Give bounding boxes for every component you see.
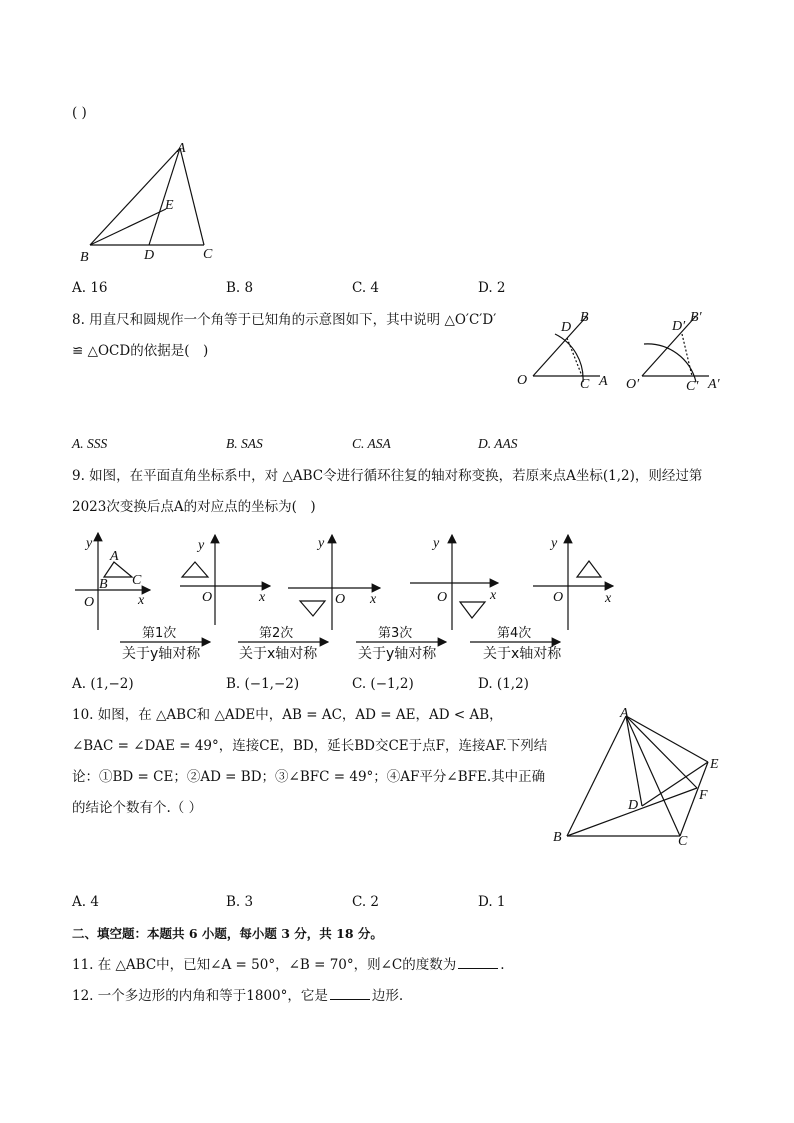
q8-text-line1: 8. 用直尺和圆规作一个角等于已知角的示意图如下，其中说明 △O′C′D′	[72, 312, 497, 328]
q9-text-line2: 2023次变换后点A的对应点的坐标为( )	[72, 499, 316, 515]
q8-label-d: D	[561, 320, 572, 335]
q8-label-a: A	[599, 374, 608, 389]
q9-step3-bottom: 关于y轴对称	[358, 646, 437, 662]
q9-p5-y-label: y	[551, 536, 558, 551]
q10-label-e: E	[710, 757, 719, 772]
q10-option-c: C. 2	[352, 894, 380, 910]
q8-label-o: O	[517, 373, 528, 388]
q9-step1-top: 第1次	[142, 626, 177, 641]
q7-option-a: A. 16	[72, 280, 108, 296]
q11-text-after: .	[500, 957, 505, 973]
q9-p3-origin-label: O	[335, 592, 346, 607]
q8-option-c: C. ASA	[352, 436, 391, 451]
q9-p3-y-label: y	[318, 536, 325, 551]
q7-label-c: C	[203, 247, 213, 262]
q7-option-d: D. 2	[478, 280, 506, 296]
q9-label-a: A	[110, 549, 119, 564]
q10-option-b: B. 3	[226, 894, 254, 910]
q12-text-after: 边形.	[371, 988, 404, 1004]
q9-p1-y-label: y	[86, 536, 93, 551]
q8-option-a: A. SSS	[72, 436, 108, 451]
q12-answer-blank[interactable]	[330, 987, 370, 1000]
q7-option-c: C. 4	[352, 280, 380, 296]
q8-label-o-prime: O′	[626, 377, 640, 392]
q10-label-a: A	[620, 706, 629, 721]
section-heading-fill-in: 二、填空题：本题共 6 小题，每小题 3 分，共 18 分。	[72, 926, 383, 941]
q9-p4-y-label: y	[433, 536, 440, 551]
q9-step4-top: 第4次	[497, 626, 532, 641]
q9-step4-bottom: 关于x轴对称	[483, 646, 562, 662]
q9-step3-top: 第3次	[378, 626, 413, 641]
q11-text-before: 11. 在 △ABC中，已知∠A = 50°，∠B = 70°，则∠C的度数为	[72, 957, 457, 973]
q9-label-c: C	[132, 573, 142, 588]
q9-p1-x-label: x	[138, 593, 145, 608]
q8-label-d-prime: D′	[672, 319, 686, 334]
q9-option-b: B. (−1,−2)	[226, 676, 300, 692]
q8-label-c: C	[580, 377, 590, 392]
q9-option-d: D. (1,2)	[478, 676, 529, 692]
q9-p3-x-label: x	[370, 592, 377, 607]
q12-text	[72, 986, 403, 1006]
q8-label-c-prime: C′	[686, 379, 699, 394]
q10-text-line2: ∠BAC = ∠DAE = 49°，连接CE，BD，延长BD交CE于点F，连接AF.下列结	[72, 738, 548, 754]
q7-label-d: D	[144, 248, 155, 263]
q9-step1-bottom: 关于y轴对称	[122, 646, 201, 662]
q8-text-line2: ≌ △OCD的依据是( )	[72, 343, 209, 359]
q12-text-before: 12. 一个多边形的内角和等于1800°，它是	[72, 988, 328, 1004]
q8-angle-figure-copy	[624, 308, 734, 393]
q8-option-d: D. AAS	[478, 436, 518, 451]
q9-p5-x-label: x	[605, 591, 612, 606]
q10-text-line3: 论：①BD = CE；②AD = BD；③∠BFC = 49°；④AF平分∠BFE.其中正确	[72, 769, 546, 785]
q9-text-line1: 9. 如图，在平面直角坐标系中，对 △ABC令进行循环往复的轴对称变换，若原来点A坐标(1,2)，则经过第	[72, 468, 703, 484]
q9-p5-origin-label: O	[553, 590, 564, 605]
q9-p2-origin-label: O	[202, 590, 213, 605]
q8-angle-figure-original	[515, 308, 625, 393]
q9-option-a: A. (1,−2)	[72, 676, 134, 692]
q7-option-b: B. 8	[226, 280, 254, 296]
q10-label-b: B	[553, 830, 562, 845]
q9-step2-top: 第2次	[259, 626, 294, 641]
q9-p2-x-label: x	[259, 590, 266, 605]
q10-label-c: C	[678, 834, 688, 849]
q9-step2-bottom: 关于x轴对称	[239, 646, 318, 662]
q8-label-b: B	[580, 310, 589, 325]
q9-p4-x-label: x	[490, 588, 497, 603]
q11-answer-blank[interactable]	[458, 956, 498, 969]
q10-option-d: D. 1	[478, 894, 506, 910]
q10-text-line4: 的结论个数有个.（ ）	[72, 800, 203, 816]
q9-label-b: B	[99, 577, 108, 592]
q7-label-b: B	[80, 250, 89, 265]
q7-label-e: E	[165, 198, 174, 213]
q10-label-d: D	[628, 798, 639, 813]
q9-p4-origin-label: O	[437, 590, 448, 605]
q10-option-a: A. 4	[72, 894, 99, 910]
q9-p1-origin-label: O	[84, 595, 95, 610]
q10-triangles-figure	[550, 704, 730, 849]
q8-label-b-prime: B′	[690, 310, 702, 325]
q9-p2-y-label: y	[198, 538, 205, 553]
q8-option-b: B. SAS	[226, 436, 263, 451]
q7-label-a: A	[177, 141, 186, 156]
q9-transform-figure	[70, 525, 630, 670]
q10-label-f: F	[699, 788, 708, 803]
q8-label-a-prime: A′	[708, 377, 720, 392]
q7-answer-bracket: ( )	[72, 105, 87, 121]
q11-text	[72, 955, 505, 975]
q10-text-line1: 10. 如图，在 △ABC和 △ADE中，AB = AC，AD = AE，AD < AB，	[72, 707, 503, 723]
q7-triangle-figure	[80, 138, 240, 268]
q9-option-c: C. (−1,2)	[352, 676, 414, 692]
